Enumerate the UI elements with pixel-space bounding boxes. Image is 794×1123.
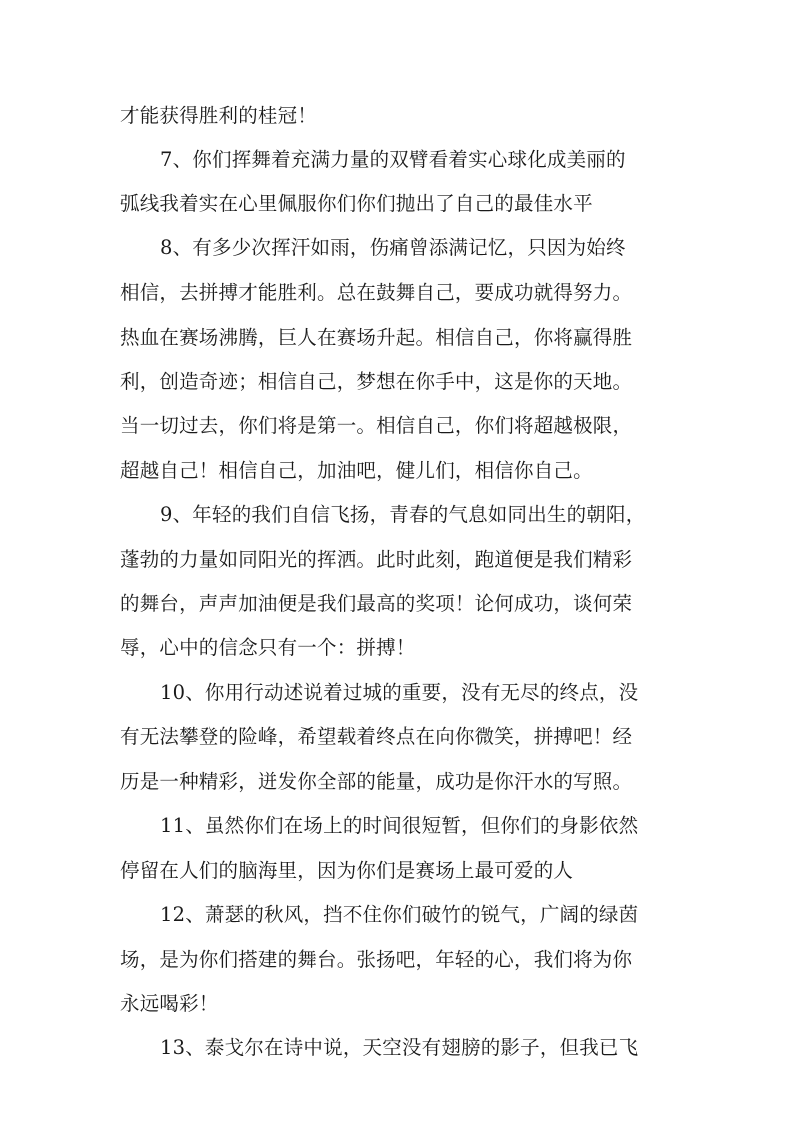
text-line: 相信，去拼搏才能胜利。总在鼓舞自己，要成功就得努力。 — [120, 281, 633, 304]
text-line: 超越自己！相信自己，加油吧，健儿们，相信你自己。 — [120, 459, 593, 482]
text-line: 弧线我着实在心里佩服你们你们抛出了自己的最佳水平 — [120, 192, 593, 215]
text-line: 辱，心中的信念只有一个：拼搏！ — [120, 636, 416, 659]
text-line: 历是一种精彩，迸发你全部的能量，成功是你汗水的写照。 — [120, 770, 633, 793]
text-line: 永远喝彩！ — [120, 992, 219, 1015]
text-line: 利，创造奇迹；相信自己，梦想在你手中，这是你的天地。 — [120, 370, 633, 393]
paragraph-11-start: 11、虽然你们在场上的时间很短暂，但你们的身影依然 — [160, 814, 639, 837]
paragraph-7-start: 7、你们挥舞着充满力量的双臂看着实心球化成美丽的 — [160, 148, 626, 171]
text-line: 的舞台，声声加油便是我们最高的奖项！论何成功，谈何荣 — [120, 592, 633, 615]
text-line: 停留在人们的脑海里，因为你们是赛场上最可爱的人 — [120, 859, 574, 882]
paragraph-13-start: 13、泰戈尔在诗中说，天空没有翅膀的影子，但我已飞 — [160, 1036, 639, 1059]
text-line: 当一切过去，你们将是第一。相信自己，你们将超越极限， — [120, 414, 633, 437]
text-line: 蓬勃的力量如同阳光的挥洒。此时此刻，跑道便是我们精彩 — [120, 548, 633, 571]
paragraph-10-start: 10、你用行动述说着过城的重要，没有无尽的终点，没 — [160, 681, 639, 704]
text-line: 热血在赛场沸腾，巨人在赛场升起。相信自己，你将赢得胜 — [120, 326, 633, 349]
paragraph-9-start: 9、年轻的我们自信飞扬，青春的气息如同出生的朝阳， — [160, 503, 646, 526]
text-line: 场，是为你们搭建的舞台。张扬吧，年轻的心，我们将为你 — [120, 948, 633, 971]
text-line: 有无法攀登的险峰，希望载着终点在向你微笑，拼搏吧！经 — [120, 725, 633, 748]
paragraph-12-start: 12、萧瑟的秋风，挡不住你们破竹的锐气，广阔的绿茵 — [160, 903, 639, 926]
text-line: 才能获得胜利的桂冠！ — [120, 104, 318, 127]
paragraph-8-start: 8、有多少次挥汗如雨，伤痛曾添满记忆，只因为始终 — [160, 236, 626, 259]
